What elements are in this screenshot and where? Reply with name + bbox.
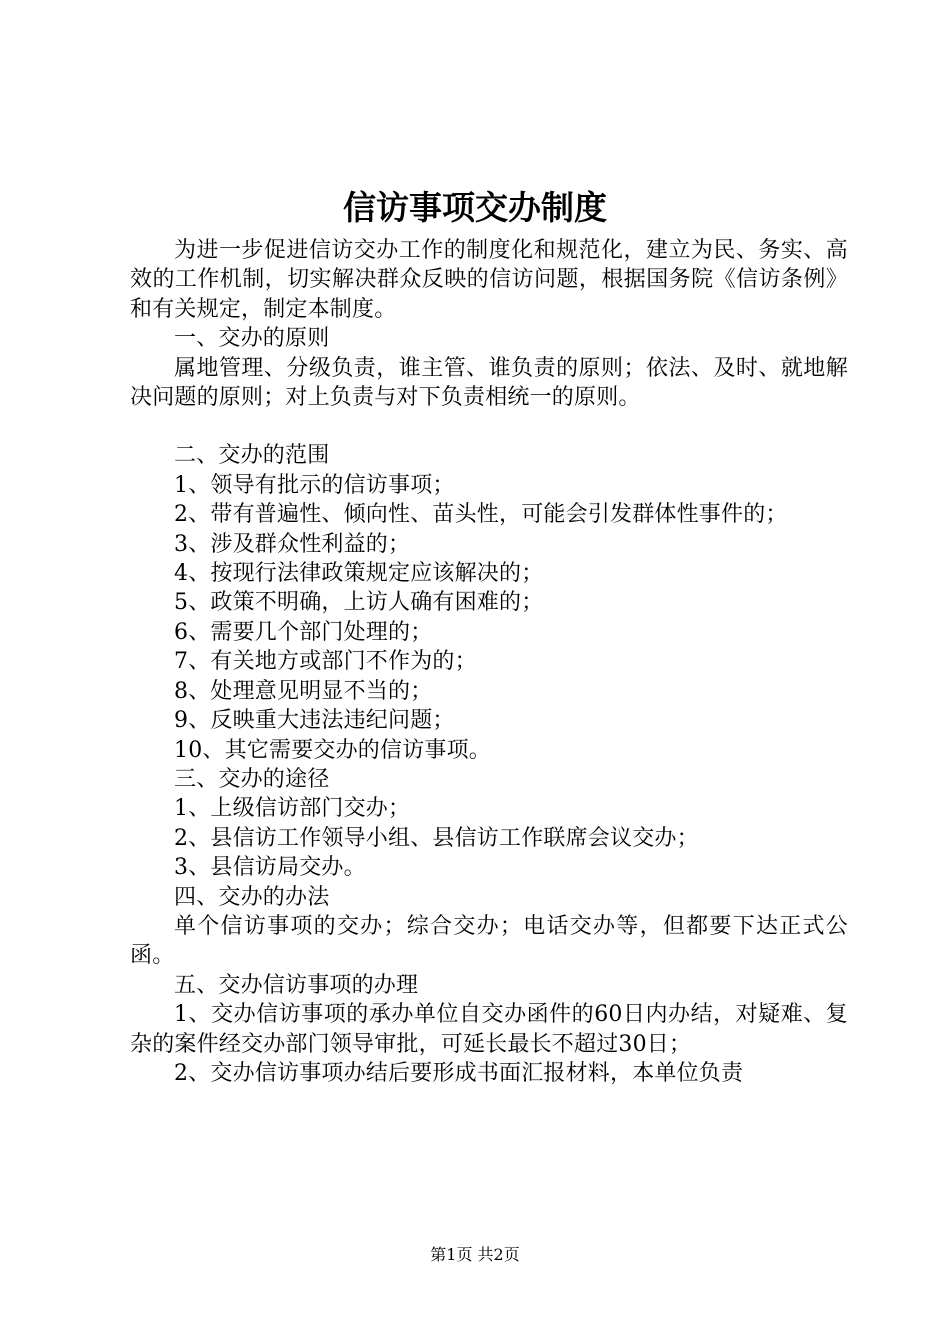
scope-item: 1、领导有批示的信访事项； xyxy=(174,472,455,498)
intro-paragraph: 为进一步促进信访交办工作的制度化和规范化，建立为民、务实、高效的工作机制，切实解决群众反映的信访问题，根据国务院《信访条例》和有关规定，制定本制度。 xyxy=(130,238,848,322)
handling-item: 1、交办信访事项的承办单位自交办函件的60日内办结，对疑难、复杂的案件经交办部门领导审批，可延长最长不超过30日； xyxy=(130,1002,848,1057)
document-title: 信访事项交办制度 xyxy=(343,188,607,227)
scope-item: 2、带有普遍性、倾向性、苗头性，可能会引发群体性事件的； xyxy=(174,502,788,528)
scope-item: 7、有关地方或部门不作为的； xyxy=(174,649,477,675)
principles-paragraph: 属地管理、分级负责，谁主管、谁负责的原则；依法、及时、就地解决问题的原则；对上负责与对下负责相统一的原则。 xyxy=(130,355,848,411)
scope-item: 8、处理意见明显不当的； xyxy=(174,678,433,704)
section-heading-handling: 五、交办信访事项的办理 xyxy=(174,972,419,998)
scope-item: 9、反映重大违法违纪问题； xyxy=(174,708,455,734)
scope-item: 4、按现行法律政策规定应该解决的； xyxy=(174,561,544,587)
section-heading-channels: 三、交办的途径 xyxy=(174,766,330,792)
channel-item: 3、县信访局交办。 xyxy=(174,855,366,881)
section-heading-scope: 二、交办的范围 xyxy=(174,443,330,469)
handling-item: 2、交办信访事项办结后要形成书面汇报材料，本单位负责 xyxy=(174,1060,744,1086)
document-body xyxy=(130,236,848,1088)
scope-item: 10、其它需要交办的信访事项。 xyxy=(174,737,491,763)
scope-item: 6、需要几个部门处理的； xyxy=(174,619,433,645)
section-heading-methods: 四、交办的办法 xyxy=(174,884,330,910)
page-footer: 第1页 共2页 xyxy=(430,1245,520,1264)
channel-item: 2、县信访工作领导小组、县信访工作联席会议交办； xyxy=(174,825,699,851)
scope-item: 3、涉及群众性利益的； xyxy=(174,531,411,557)
methods-paragraph: 单个信访事项的交办；综合交办；电话交办等，但都要下达正式公函。 xyxy=(130,913,848,969)
section-heading-principles: 一、交办的原则 xyxy=(174,326,330,352)
scope-item: 5、政策不明确，上访人确有困难的； xyxy=(174,590,544,616)
channel-item: 1、上级信访部门交办； xyxy=(174,796,411,822)
